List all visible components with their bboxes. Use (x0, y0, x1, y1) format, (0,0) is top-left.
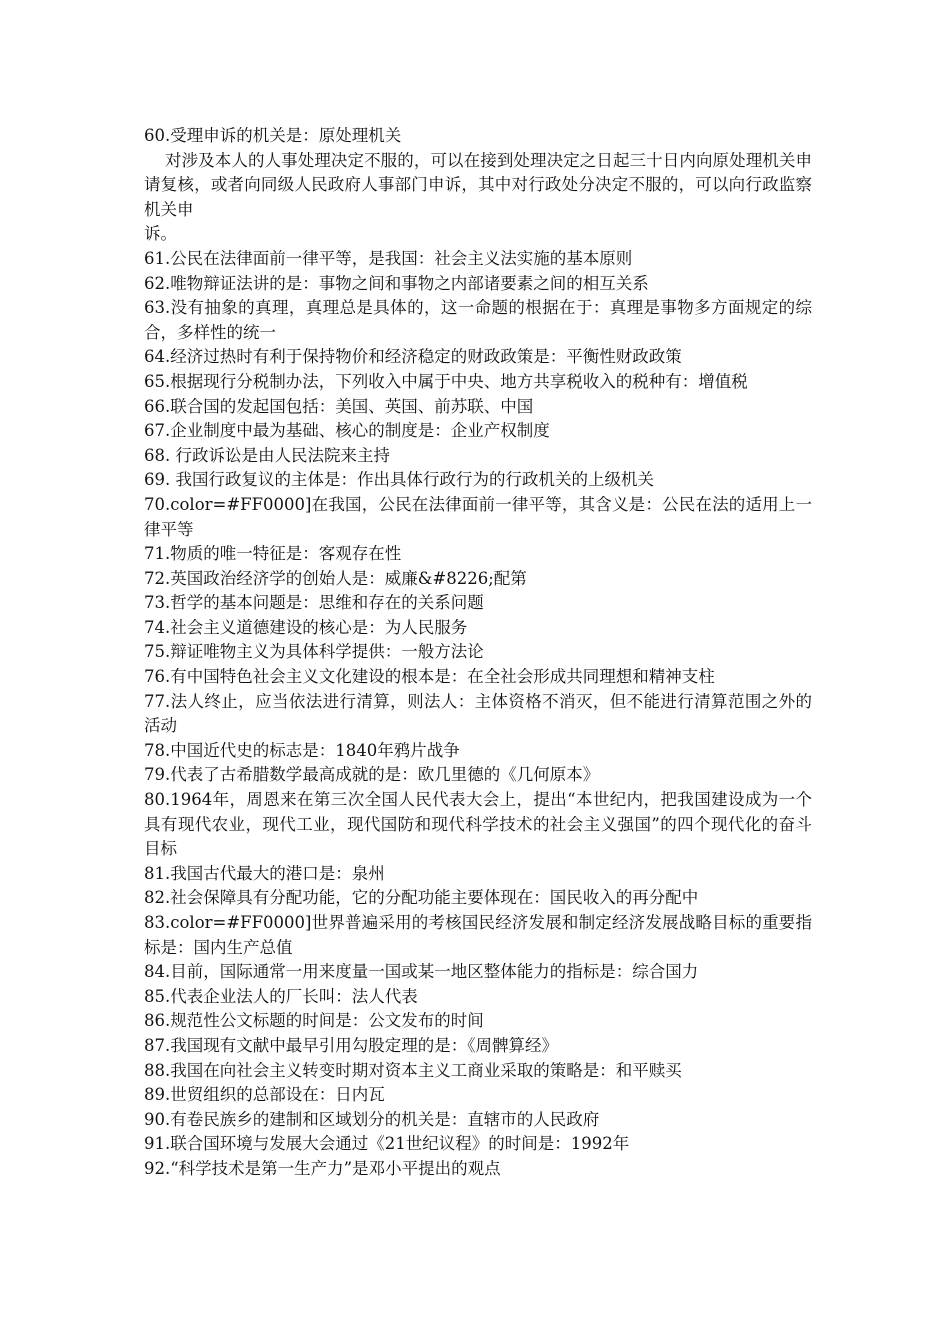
document-paragraph: 88.我国在向社会主义转变时期对资本主义工商业采取的策略是：和平赎买 (144, 1060, 682, 1080)
document-paragraph: 89.世贸组织的总部设在：日内瓦 (144, 1085, 385, 1105)
document-paragraph: 82.社会保障具有分配功能，它的分配功能主要体现在：国民收入的再分配中 (144, 888, 699, 908)
document-paragraph: 81.我国古代最大的港口是：泉州 (144, 863, 385, 883)
document-paragraph: 69. 我国行政复议的主体是：作出具体行政行为的行政机关的上级机关 (144, 470, 654, 490)
document-paragraph: 86.规范性公文标题的时间是：公文发布的时间 (144, 1011, 484, 1031)
document-paragraph: 77.法人终止，应当依法进行清算，则法人：主体资格不消灭，但不能进行清算范围之外的活动 (144, 691, 812, 736)
document-paragraph: 60.受理申诉的机关是：原处理机关 (144, 126, 402, 145)
document-paragraph: 90.有卷民族乡的建制和区域划分的机关是：直辖市的人民政府 (144, 1109, 600, 1129)
document-paragraph: 72.英国政治经济学的创始人是：威廉&#8226;配第 (144, 568, 527, 588)
document-paragraph: 70.color=#FF0000]在我国，公民在法律面前一律平等，其含义是：公民在法的适用上一律平等 (144, 494, 812, 539)
document-paragraph: 66.联合国的发起国包括：美国、英国、前苏联、中国 (144, 396, 534, 416)
document-paragraph: 73.哲学的基本问题是：思维和存在的关系问题 (144, 593, 484, 613)
document-paragraph: 91.联合国环境与发展大会通过《21世纪议程》的时间是：1992年 (144, 1134, 630, 1154)
document-paragraph: 62.唯物辩证法讲的是：事物之间和事物之内部诸要素之间的相互关系 (144, 273, 649, 293)
document-paragraph: 诉。 (144, 224, 177, 244)
document-paragraph: 78.中国近代史的标志是：1840年鸦片战争 (144, 740, 460, 760)
document-paragraph: 84.目前，国际通常一用来度量一国或某一地区整体能力的指标是：综合国力 (144, 962, 699, 982)
document-paragraph: 92.“科学技术是第一生产力”是邓小平提出的观点 (144, 1158, 501, 1178)
document-paragraph: 64.经济过热时有利于保持物价和经济稳定的财政政策是：平衡性财政政策 (144, 347, 682, 367)
document-paragraph: 87.我国现有文献中最早引用勾股定理的是：《周髀算经》 (144, 1035, 558, 1055)
document-paragraph: 65.根据现行分税制办法，下列收入中属于中央、地方共享税收入的税种有：增值税 (144, 371, 748, 391)
document-paragraph: 83.color=#FF0000]世界普遍采用的考核国民经济发展和制定经济发展战略目标的重要指标是：国内生产总值 (144, 913, 812, 957)
document-paragraph: 63.没有抽象的真理，真理总是具体的，这一命题的根据在于：真理是事物多方面规定的综合，多样性的统一 (144, 298, 812, 342)
document-paragraph: 71.物质的唯一特征是：客观存在性 (144, 544, 402, 564)
document-paragraph: 67.企业制度中最为基础、核心的制度是：企业产权制度 (144, 421, 550, 441)
document-paragraph: 74.社会主义道德建设的核心是：为人民服务 (144, 617, 468, 637)
document-paragraph: 61.公民在法律面前一律平等，是我国：社会主义法实施的基本原则 (144, 248, 633, 268)
document-paragraph: 68. 行政诉讼是由人民法院来主持 (144, 445, 390, 465)
document-paragraph: 85.代表企业法人的厂长叫：法人代表 (144, 986, 418, 1006)
document-body (144, 124, 812, 1182)
document-paragraph: 80.1964年，周恩来在第三次全国人民代表大会上，提出“本世纪内，把我国建设成为一个具有现代农业，现代工业，现代国防和现代科学技术的社会主义强国”的四个现代化的奋斗目标 (144, 790, 812, 859)
document-paragraph: 75.辩证唯物主义为具体科学提供：一般方法论 (144, 642, 484, 662)
document-paragraph: 76.有中国特色社会主义文化建设的根本是：在全社会形成共同理想和精神支柱 (144, 667, 715, 687)
document-paragraph: 79.代表了古希腊数学最高成就的是：欧几里德的《几何原本》 (144, 765, 600, 785)
document-paragraph: 对涉及本人的人事处理决定不服的，可以在接到处理决定之日起三十日内向原处理机关申请复核，或者向同级人民政府人事部门申诉，其中对行政处分决定不服的，可以向行政监察机关申 (144, 150, 812, 219)
